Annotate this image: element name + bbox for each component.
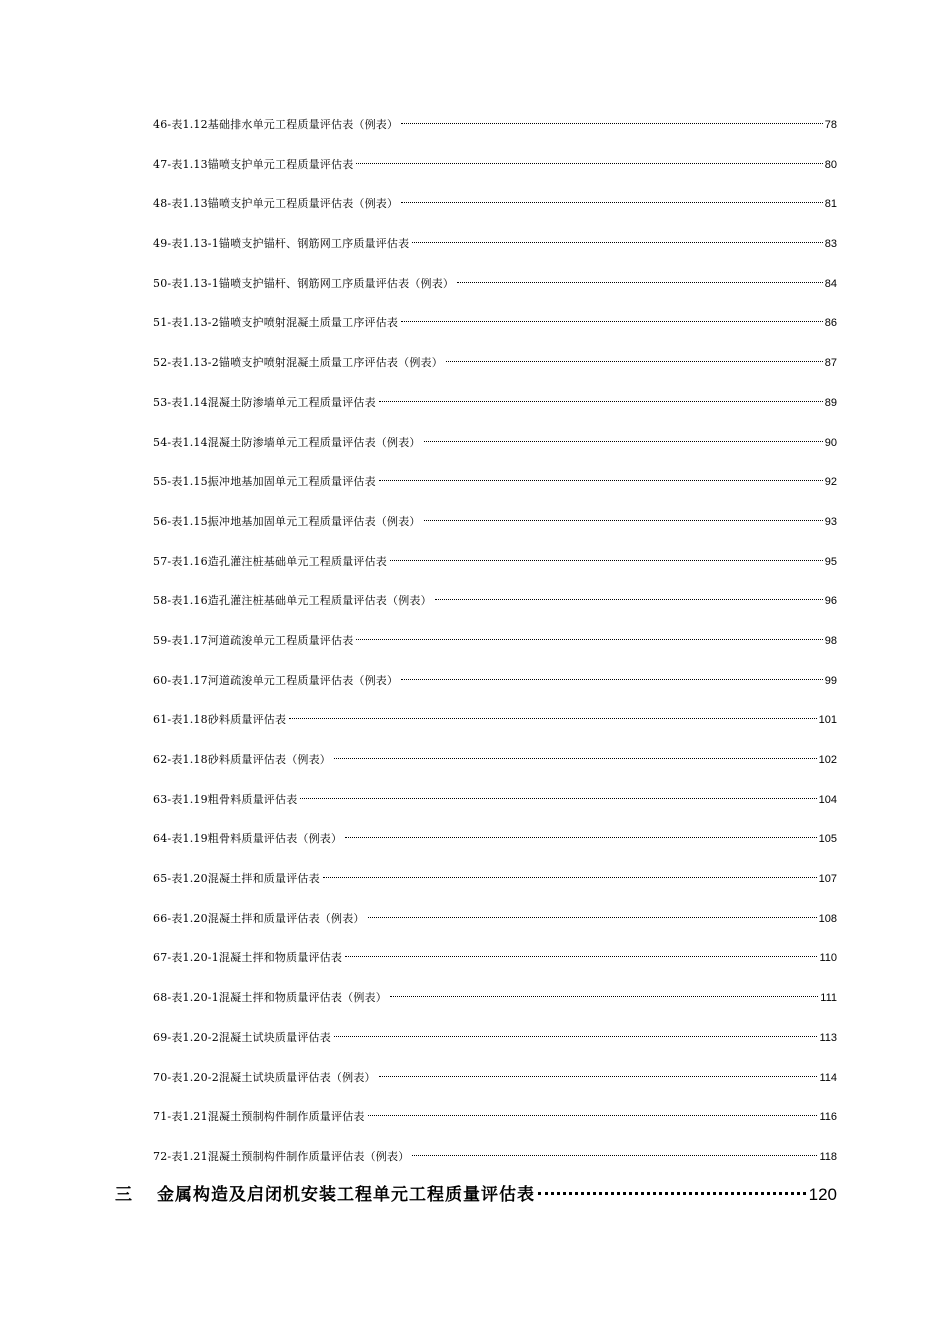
toc-entry-title: 48-表1.13锚喷支护单元工程质量评估表（例表） xyxy=(153,197,399,211)
toc-entry-page: 96 xyxy=(824,595,837,608)
dot-leader xyxy=(424,520,823,521)
toc-entry-title: 62-表1.18砂料质量评估表（例表） xyxy=(153,753,332,766)
dot-leader xyxy=(435,599,823,600)
toc-entry-page: 111 xyxy=(820,992,837,1005)
dot-leader xyxy=(401,123,823,124)
toc-entry-page: 95 xyxy=(824,555,837,568)
dot-leader xyxy=(356,639,822,640)
toc-entry[interactable] xyxy=(153,274,837,314)
toc-list xyxy=(153,115,837,1187)
toc-entry[interactable] xyxy=(153,353,837,393)
section-page: 120 xyxy=(808,1185,837,1204)
dot-leader xyxy=(401,679,823,680)
toc-entry[interactable] xyxy=(153,1068,837,1108)
toc-entry-title: 57-表1.16造孔灌注桩基础单元工程质量评估表 xyxy=(153,554,388,568)
dot-leader xyxy=(401,321,823,322)
toc-entry-page: 87 xyxy=(824,357,837,370)
dot-leader xyxy=(368,917,817,918)
toc-entry-title: 68-表1.20-1混凝土拌和物质量评估表（例表） xyxy=(153,991,387,1005)
toc-entry-page: 81 xyxy=(824,198,837,211)
toc-entry-page: 105 xyxy=(818,833,837,846)
toc-entry-page: 114 xyxy=(819,1071,837,1084)
toc-entry-page: 92 xyxy=(824,476,837,489)
toc-entry-page: 113 xyxy=(819,1031,837,1044)
toc-entry-title: 50-表1.13-1锚喷支护锚杆、钢筋网工序质量评估表（例表） xyxy=(153,276,455,290)
toc-entry-title: 56-表1.15振冲地基加固单元工程质量评估表（例表） xyxy=(153,514,421,528)
toc-entry-page: 110 xyxy=(819,952,837,965)
toc-entry[interactable] xyxy=(153,393,837,433)
toc-entry-page: 90 xyxy=(824,436,837,449)
toc-entry-page: 118 xyxy=(819,1150,837,1163)
toc-entry[interactable] xyxy=(153,433,837,473)
dot-leader xyxy=(457,282,823,283)
toc-entry-title: 58-表1.16造孔灌注桩基础单元工程质量评估表（例表） xyxy=(153,594,432,608)
toc-entry[interactable] xyxy=(153,829,837,869)
toc-entry-title: 55-表1.15振冲地基加固单元工程质量评估表 xyxy=(153,475,376,489)
toc-entry-page: 80 xyxy=(824,158,837,171)
toc-entry-title: 46-表1.12基础排水单元工程质量评估表（例表） xyxy=(153,118,399,131)
section-number: 三 xyxy=(115,1185,132,1205)
toc-entry-page: 108 xyxy=(818,912,837,925)
toc-entry[interactable] xyxy=(153,155,837,195)
dot-leader xyxy=(379,401,823,402)
toc-entry[interactable] xyxy=(153,869,837,909)
toc-entry-page: 83 xyxy=(824,238,837,251)
toc-entry-page: 93 xyxy=(824,515,837,528)
toc-entry-title: 69-表1.20-2混凝土试块质量评估表 xyxy=(153,1030,331,1044)
toc-entry-page: 98 xyxy=(824,634,837,647)
toc-entry[interactable] xyxy=(153,512,837,552)
toc-entry-page: 102 xyxy=(818,754,837,766)
toc-entry[interactable] xyxy=(153,988,837,1028)
toc-entry[interactable] xyxy=(153,552,837,592)
toc-entry[interactable] xyxy=(153,1028,837,1068)
dot-leader xyxy=(368,1115,818,1116)
toc-entry-title: 47-表1.13锚喷支护单元工程质量评估表 xyxy=(153,157,354,171)
dot-leader xyxy=(379,480,823,481)
toc-entry-title: 49-表1.13-1锚喷支护锚杆、钢筋网工序质量评估表 xyxy=(153,237,410,251)
dot-leader xyxy=(289,718,816,719)
toc-entry-page: 101 xyxy=(818,714,837,727)
toc-entry-page: 104 xyxy=(818,793,837,806)
dot-leader xyxy=(300,798,816,799)
dot-leader xyxy=(356,163,822,164)
toc-entry-title: 54-表1.14混凝土防渗墙单元工程质量评估表（例表） xyxy=(153,435,421,449)
toc-entry[interactable] xyxy=(153,750,837,790)
toc-entry-page: 89 xyxy=(824,396,837,409)
toc-entry[interactable] xyxy=(153,1107,837,1147)
dot-leader xyxy=(345,837,816,838)
toc-entry-title: 63-表1.19粗骨料质量评估表 xyxy=(153,792,298,806)
dot-leader xyxy=(334,758,817,759)
toc-entry-title: 66-表1.20混凝土拌和质量评估表（例表） xyxy=(153,911,365,925)
dot-leader xyxy=(334,1036,818,1037)
toc-entry[interactable] xyxy=(153,631,837,671)
toc-entry[interactable] xyxy=(153,115,837,155)
toc-entry-title: 67-表1.20-1混凝土拌和物质量评估表 xyxy=(153,951,343,965)
toc-entry-title: 70-表1.20-2混凝土试块质量评估表（例表） xyxy=(153,1070,376,1084)
dot-leader xyxy=(390,560,823,561)
toc-entry-title: 65-表1.20混凝土拌和质量评估表 xyxy=(153,872,320,886)
toc-entry[interactable] xyxy=(153,472,837,512)
toc-entry[interactable] xyxy=(153,234,837,274)
toc-entry[interactable] xyxy=(153,790,837,830)
dot-leader xyxy=(446,361,823,362)
toc-entry-page: 78 xyxy=(824,119,837,131)
toc-entry-page: 84 xyxy=(824,277,837,290)
toc-entry-page: 107 xyxy=(818,873,837,886)
toc-entry-title: 53-表1.14混凝土防渗墙单元工程质量评估表 xyxy=(153,395,376,409)
toc-entry-title: 52-表1.13-2锚喷支护喷射混凝土质量工序评估表（例表） xyxy=(153,356,443,370)
toc-entry-page: 86 xyxy=(824,317,837,330)
toc-entry[interactable] xyxy=(153,710,837,750)
dot-leader xyxy=(401,202,823,203)
toc-entry[interactable] xyxy=(153,909,837,949)
toc-entry-title: 60-表1.17河道疏浚单元工程质量评估表（例表） xyxy=(153,673,399,687)
toc-entry-page: 116 xyxy=(819,1111,837,1124)
toc-entry[interactable] xyxy=(153,948,837,988)
dot-leader xyxy=(424,441,823,442)
toc-entry-page: 99 xyxy=(824,674,837,687)
toc-entry-title: 64-表1.19粗骨料质量评估表（例表） xyxy=(153,832,343,846)
toc-entry-title: 59-表1.17河道疏浚单元工程质量评估表 xyxy=(153,633,354,647)
toc-entry-title: 71-表1.21混凝土预制构件制作质量评估表 xyxy=(153,1110,365,1124)
dot-leader xyxy=(345,956,817,957)
toc-entry[interactable] xyxy=(153,313,837,353)
dot-leader xyxy=(323,877,817,878)
toc-entry[interactable] xyxy=(153,591,837,631)
section-heading[interactable] xyxy=(115,1180,837,1205)
toc-entry[interactable] xyxy=(153,671,837,711)
toc-entry-title: 51-表1.13-2锚喷支护喷射混凝土质量工序评估表 xyxy=(153,316,399,330)
dot-leader xyxy=(412,1155,817,1156)
dot-leader xyxy=(390,996,818,997)
dot-leader xyxy=(538,1192,806,1195)
section-title: 金属构造及启闭机安装工程单元工程质量评估表 xyxy=(157,1185,535,1205)
toc-entry-title: 72-表1.21混凝土预制构件制作质量评估表（例表） xyxy=(153,1149,410,1163)
toc-entry-title: 61-表1.18砂料质量评估表 xyxy=(153,713,287,727)
dot-leader xyxy=(379,1076,818,1077)
dot-leader xyxy=(412,242,822,243)
toc-entry[interactable] xyxy=(153,194,837,234)
